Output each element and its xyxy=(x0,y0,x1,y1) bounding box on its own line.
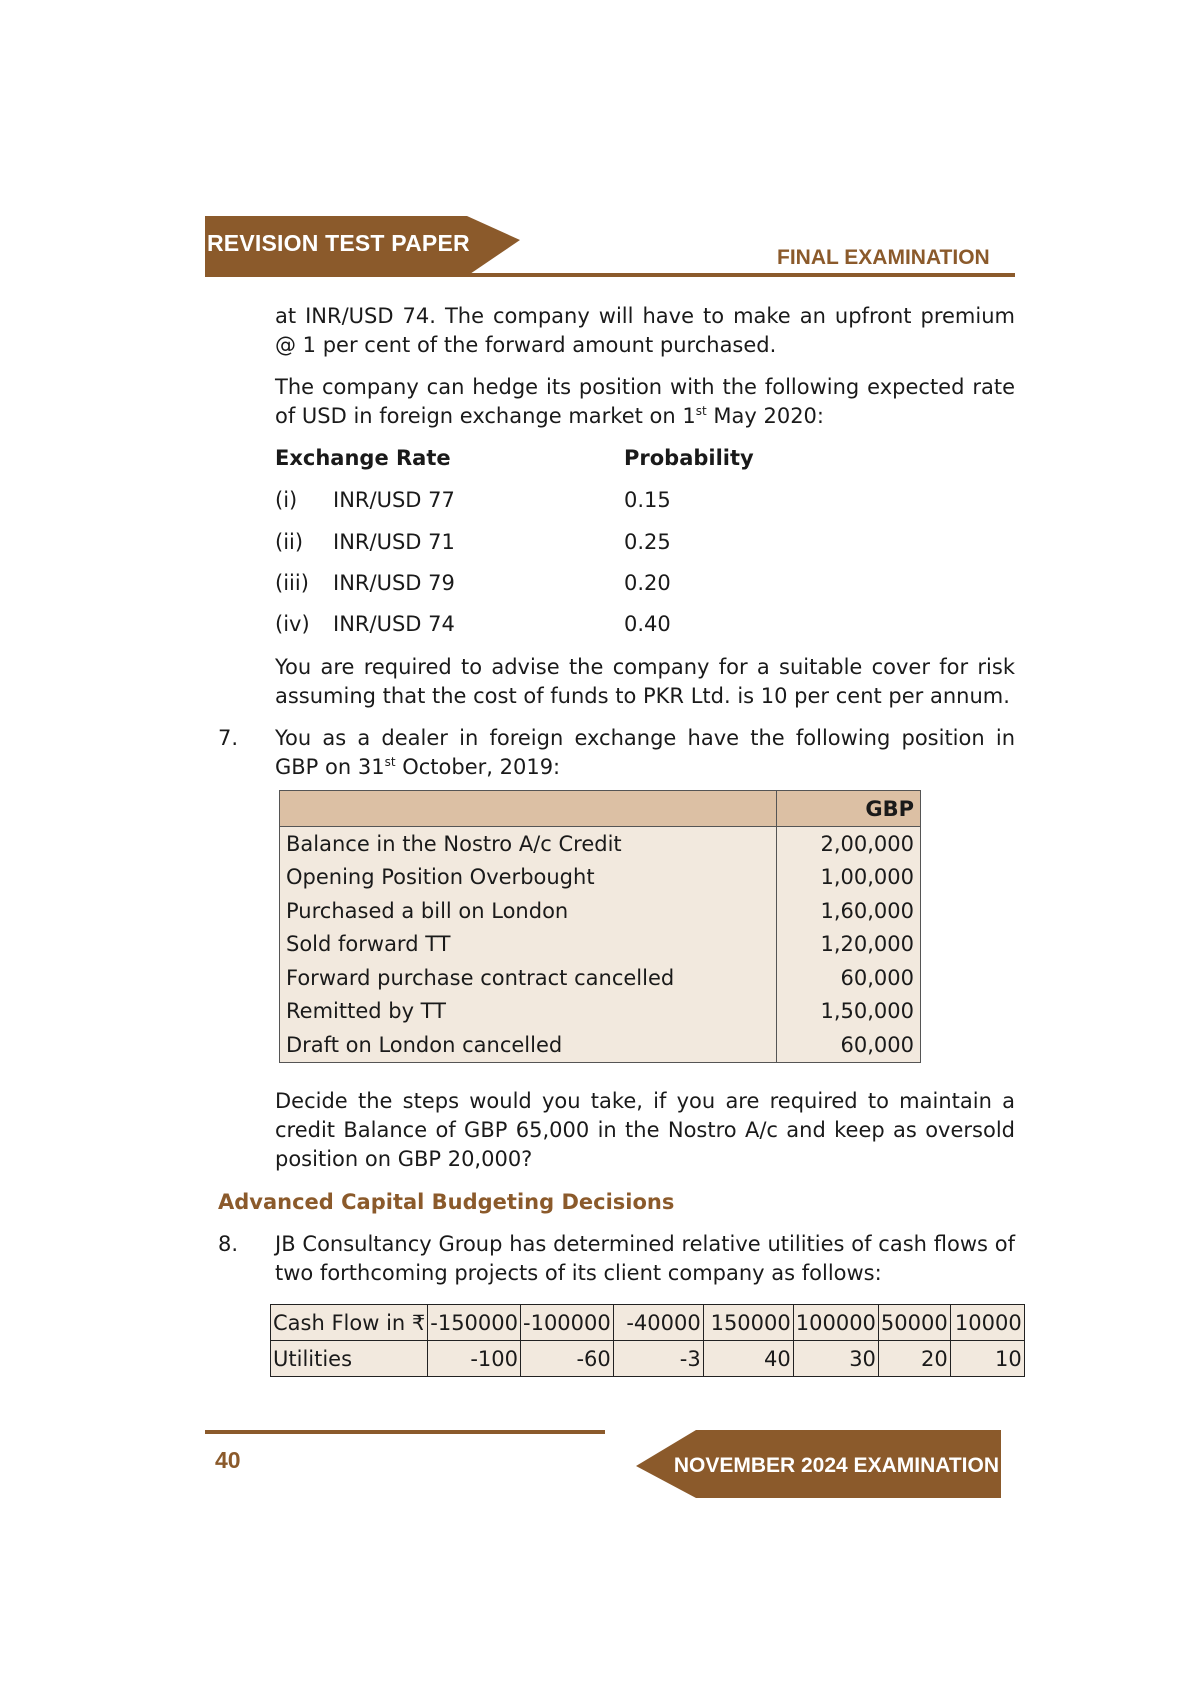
utilities-table xyxy=(270,1304,1025,1377)
page-number: 40 xyxy=(215,1447,241,1473)
rate-row-rate: INR/USD 79 xyxy=(333,571,455,595)
q7-closing: Decide the steps would you take, if you are required to maintain a credit Balance of GBP 65,000 in the Nostro A/c and keep as oversold position on GBP 20,000? xyxy=(275,1089,1015,1171)
rate-row-prob: 0.15 xyxy=(624,488,671,512)
row-amount: 60,000 xyxy=(777,1028,921,1062)
footer-banner xyxy=(636,1430,1001,1498)
q6-para-2: The company can hedge its position with the following expected rate of USD in foreign exchange market on 1st May 2020: xyxy=(275,375,1015,428)
rate-row-no: (iv) xyxy=(275,612,310,636)
table-header-blank xyxy=(280,791,777,827)
cash-flow-label: Cash Flow in ₹ xyxy=(271,1305,428,1341)
row-label: Opening Position Overbought xyxy=(280,861,777,895)
utility-cell: 30 xyxy=(793,1341,878,1377)
utility-cell: 40 xyxy=(703,1341,793,1377)
table-header-row xyxy=(280,791,921,827)
utility-cell: -3 xyxy=(613,1341,703,1377)
header-banner xyxy=(205,216,520,276)
rate-row-prob: 0.20 xyxy=(624,571,671,595)
rate-row-rate: INR/USD 77 xyxy=(333,488,455,512)
probability-heading: Probability xyxy=(624,446,754,470)
rate-row-no: (i) xyxy=(275,488,298,512)
table-row xyxy=(280,961,921,995)
utility-cell: -60 xyxy=(521,1341,614,1377)
footer-banner-text: NOVEMBER 2024 EXAMINATION xyxy=(673,1454,999,1477)
table-row xyxy=(280,827,921,861)
rate-row-no: (ii) xyxy=(275,530,304,554)
row-amount: 1,20,000 xyxy=(777,928,921,962)
utility-cell: 20 xyxy=(878,1341,950,1377)
q8-number: 8. xyxy=(218,1232,239,1256)
cash-flow-cell: -40000 xyxy=(613,1305,703,1341)
footer-divider xyxy=(205,1430,605,1434)
row-amount: 60,000 xyxy=(777,961,921,995)
q6-para-1: at INR/USD 74. The company will have to make an upfront premium @ 1 per cent of the forward amount purchased. xyxy=(275,304,1015,357)
row-label: Draft on London cancelled xyxy=(280,1028,777,1062)
table-header-gbp: GBP xyxy=(777,791,921,827)
cash-flow-cell: 50000 xyxy=(878,1305,950,1341)
table-row xyxy=(280,861,921,895)
table-row xyxy=(280,894,921,928)
utilities-label: Utilities xyxy=(271,1341,428,1377)
utility-cell: -100 xyxy=(428,1341,521,1377)
rate-row-prob: 0.40 xyxy=(624,612,671,636)
row-label: Balance in the Nostro A/c Credit xyxy=(280,827,777,861)
cash-flow-cell: -100000 xyxy=(521,1305,614,1341)
row-label: Purchased a bill on London xyxy=(280,894,777,928)
cash-flow-cell: 150000 xyxy=(703,1305,793,1341)
table-row xyxy=(280,928,921,962)
cash-flow-row xyxy=(271,1305,1025,1341)
rate-row-no: (iii) xyxy=(275,571,309,595)
utilities-row xyxy=(271,1341,1025,1377)
q7-number: 7. xyxy=(218,726,239,750)
gbp-position-table xyxy=(279,790,921,1063)
utility-cell: 10 xyxy=(950,1341,1024,1377)
q6-para-3: You are required to advise the company for a suitable cover for risk assuming that the cost of funds to PKR Ltd. is 10 per cent per annum. xyxy=(275,655,1015,708)
row-label: Remitted by TT xyxy=(280,995,777,1029)
section-title: Advanced Capital Budgeting Decisions xyxy=(218,1190,675,1214)
row-amount: 1,60,000 xyxy=(777,894,921,928)
rate-row-rate: INR/USD 74 xyxy=(333,612,455,636)
exchange-rate-heading: Exchange Rate xyxy=(275,446,451,470)
row-label: Forward purchase contract cancelled xyxy=(280,961,777,995)
header-divider xyxy=(205,273,1015,277)
row-amount: 1,50,000 xyxy=(777,995,921,1029)
table-row xyxy=(280,995,921,1029)
rate-row-prob: 0.25 xyxy=(624,530,671,554)
header-title: FINAL EXAMINATION xyxy=(777,246,990,269)
rate-row-rate: INR/USD 71 xyxy=(333,530,455,554)
header-banner-text: REVISION TEST PAPER xyxy=(207,230,470,256)
cash-flow-cell: -150000 xyxy=(428,1305,521,1341)
cash-flow-cell: 100000 xyxy=(793,1305,878,1341)
row-label: Sold forward TT xyxy=(280,928,777,962)
q8-intro: JB Consultancy Group has determined relative utilities of cash flows of two forthcoming projects of its client company as follows: xyxy=(275,1232,1015,1285)
table-row xyxy=(280,1028,921,1062)
q7-intro: You as a dealer in foreign exchange have the following position in GBP on 31st October, 2019: xyxy=(275,726,1015,779)
row-amount: 1,00,000 xyxy=(777,861,921,895)
row-amount: 2,00,000 xyxy=(777,827,921,861)
cash-flow-cell: 10000 xyxy=(950,1305,1024,1341)
